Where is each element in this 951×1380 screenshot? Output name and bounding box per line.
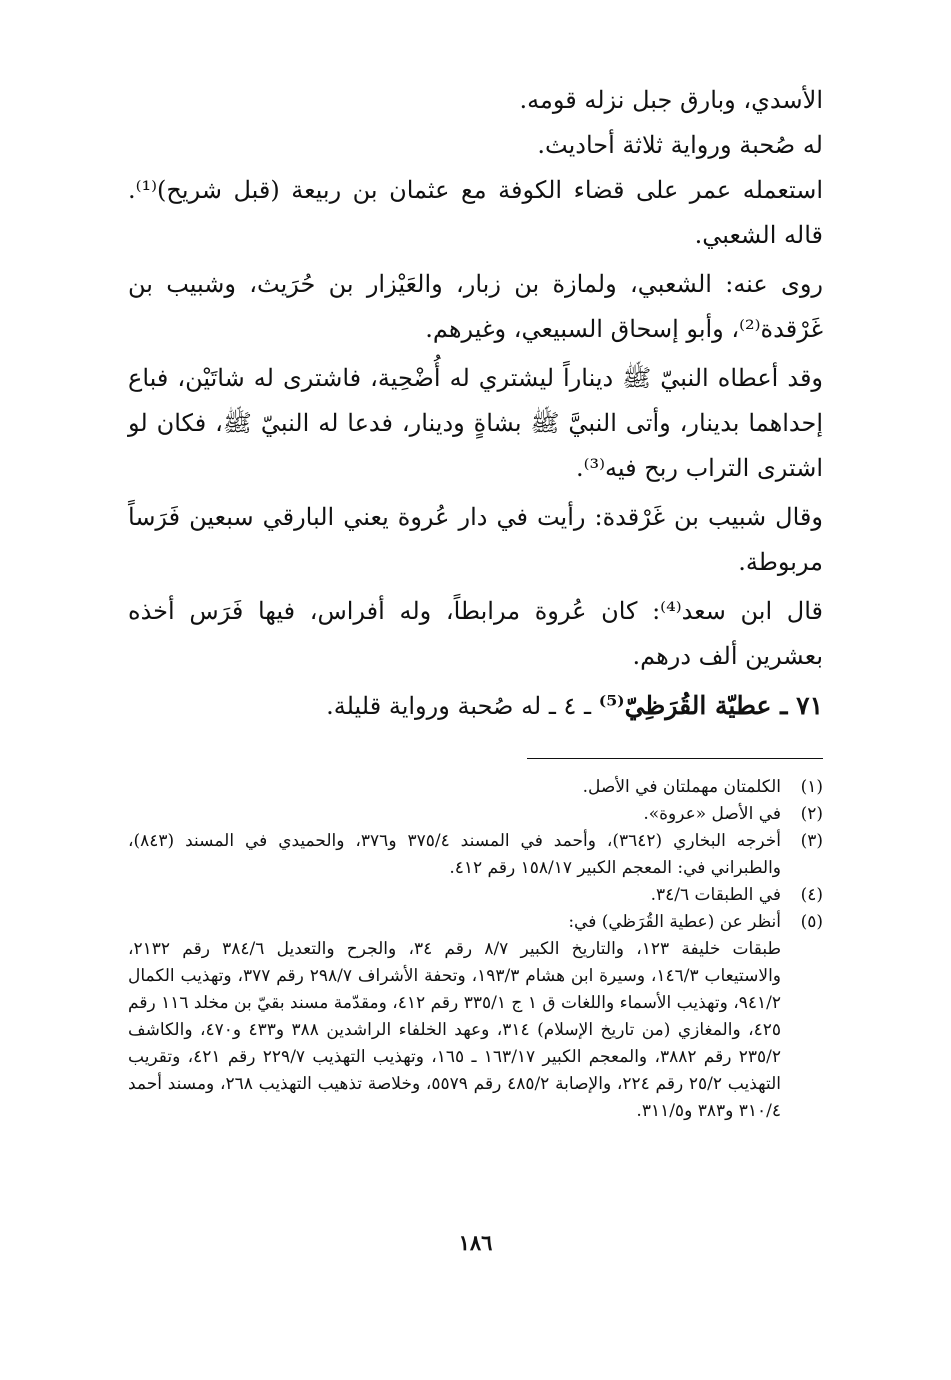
- footnote-text: طبقات خليفة ١٢٣، والتاريخ الكبير ٨/٧ رقم ٣٤، والجرح والتعديل ٣٨٤/٦ رقم ٢١٣٢، والاستيعاب ١٤٦/٣، وسيرة ابن هشام ١٩٣/٣، وتحفة الأشراف ٢٩٨/٧ رقم ٣٧٧، وتهذيب الكمال ٩٤١/٢، وتهذيب الأسماء واللغات ق ١ ج ٣٣٥/١ رقم ٤١٢، ومقدّمة مسند بقيّ بن مخلد ١١٦ رقم ٤٢٥، والمغازي (من تاريخ الإسلام) ٣١٤، وعهد الخلفاء الراشدين ٣٨٨ و٤٣٣ و٤٧٠، والكاشف ٢٣٥/٢ رقم ٣٨٨٢، والمعجم الكبير ١٦٣/١٧ ـ ١٦٥، وتهذيب التهذيب ٢٢٩/٧ رقم ٤٢١، وتقريب التهذيب ٢٥/٢ رقم ٢٢٤، والإصابة ٤٨٥/٢ رقم ٥٥٧٩، وخلاصة تذهيب التهذيب ٢٦٨، ومسند أحمد ٣١٠/٤ و٣٨٣ و٣١١/٥.: [128, 939, 782, 1121]
- footnote-number: [781, 936, 823, 1125]
- text-line: استعمله عمر على قضاء الكوفة مع عثمان بن ربيعة (قبل شريح)⁽¹⁾. قاله الشعبي.: [128, 176, 823, 249]
- footnote-number: (٤): [800, 885, 823, 905]
- footnote-number: (١): [800, 777, 823, 797]
- footnotes: [128, 774, 823, 1125]
- entry-heading: ٧١ ـ عطيّة القُرَظِيّ⁽⁵⁾: [598, 691, 823, 720]
- text-line: له صُحبة ورواية ثلاثة أحاديث.: [537, 131, 823, 159]
- footnote-number: (٣): [800, 831, 823, 851]
- footnote-text: في الطبقات ٣٤/٦.: [650, 885, 781, 905]
- footnote-number: (٥): [800, 912, 823, 932]
- text-line: وقد أعطاه النبيّ ﷺ ديناراً ليشتري له أُضْحِية، فاشترى له شاتَيْن، فباع إحداهما بدينار، وأتى النبيَّ ﷺ بشاةٍ ودينار، فدعا له النبيّ ﷺ، فكان لو اشترى التراب ربح فيه⁽³⁾.: [128, 364, 823, 482]
- footnote: [128, 936, 823, 1125]
- entry-text: ـ ٤ ـ له صُحبة ورواية قليلة.: [326, 692, 592, 720]
- page-number: ١٨٦: [458, 1230, 493, 1255]
- text-line: روى عنه: الشعبي، ولمازة بن زبار، والعَيْزار بن حُرَيث، وشبيب بن غَرْقدة⁽²⁾، وأبو إسحاق السبيعي، وغيرهم.: [128, 270, 823, 343]
- text-line: قال ابن سعد⁽⁴⁾: كان عُروة مرابطاً، وله أفراس، فيها فَرَس أخذه بعشرين ألف درهم.: [128, 597, 823, 670]
- footnote-text: الكلمتان مهملتان في الأصل.: [582, 777, 781, 797]
- footnote: [128, 909, 823, 936]
- footnote-divider: [527, 758, 823, 759]
- footnote: [128, 882, 823, 909]
- footnote-text: أنظر عن (عطية القُرَظي) في:: [568, 912, 781, 932]
- text-line: وقال شبيب بن غَرْقدة: رأيت في دار عُروة يعني البارقي سبعين فَرَساً مربوطة.: [128, 503, 823, 576]
- footnote: [128, 828, 823, 882]
- footnote-text: في الأصل «عروة».: [643, 804, 781, 824]
- entry-line: [128, 683, 823, 729]
- footnote-number: (٢): [800, 804, 823, 824]
- footnote-text: أخرجه البخاري (٣٦٤٢)، وأحمد في المسند ٣٧٥/٤ و٣٧٦، والحميدي في المسند (٨٤٣)، والطبراني في: المعجم الكبير ١٥٨/١٧ رقم ٤١٢.: [128, 831, 781, 878]
- footnote: [128, 801, 823, 828]
- main-text: [128, 78, 823, 729]
- footnote: [128, 774, 823, 801]
- text-line: الأسدي، وبارق جبل نزله قومه.: [519, 86, 823, 114]
